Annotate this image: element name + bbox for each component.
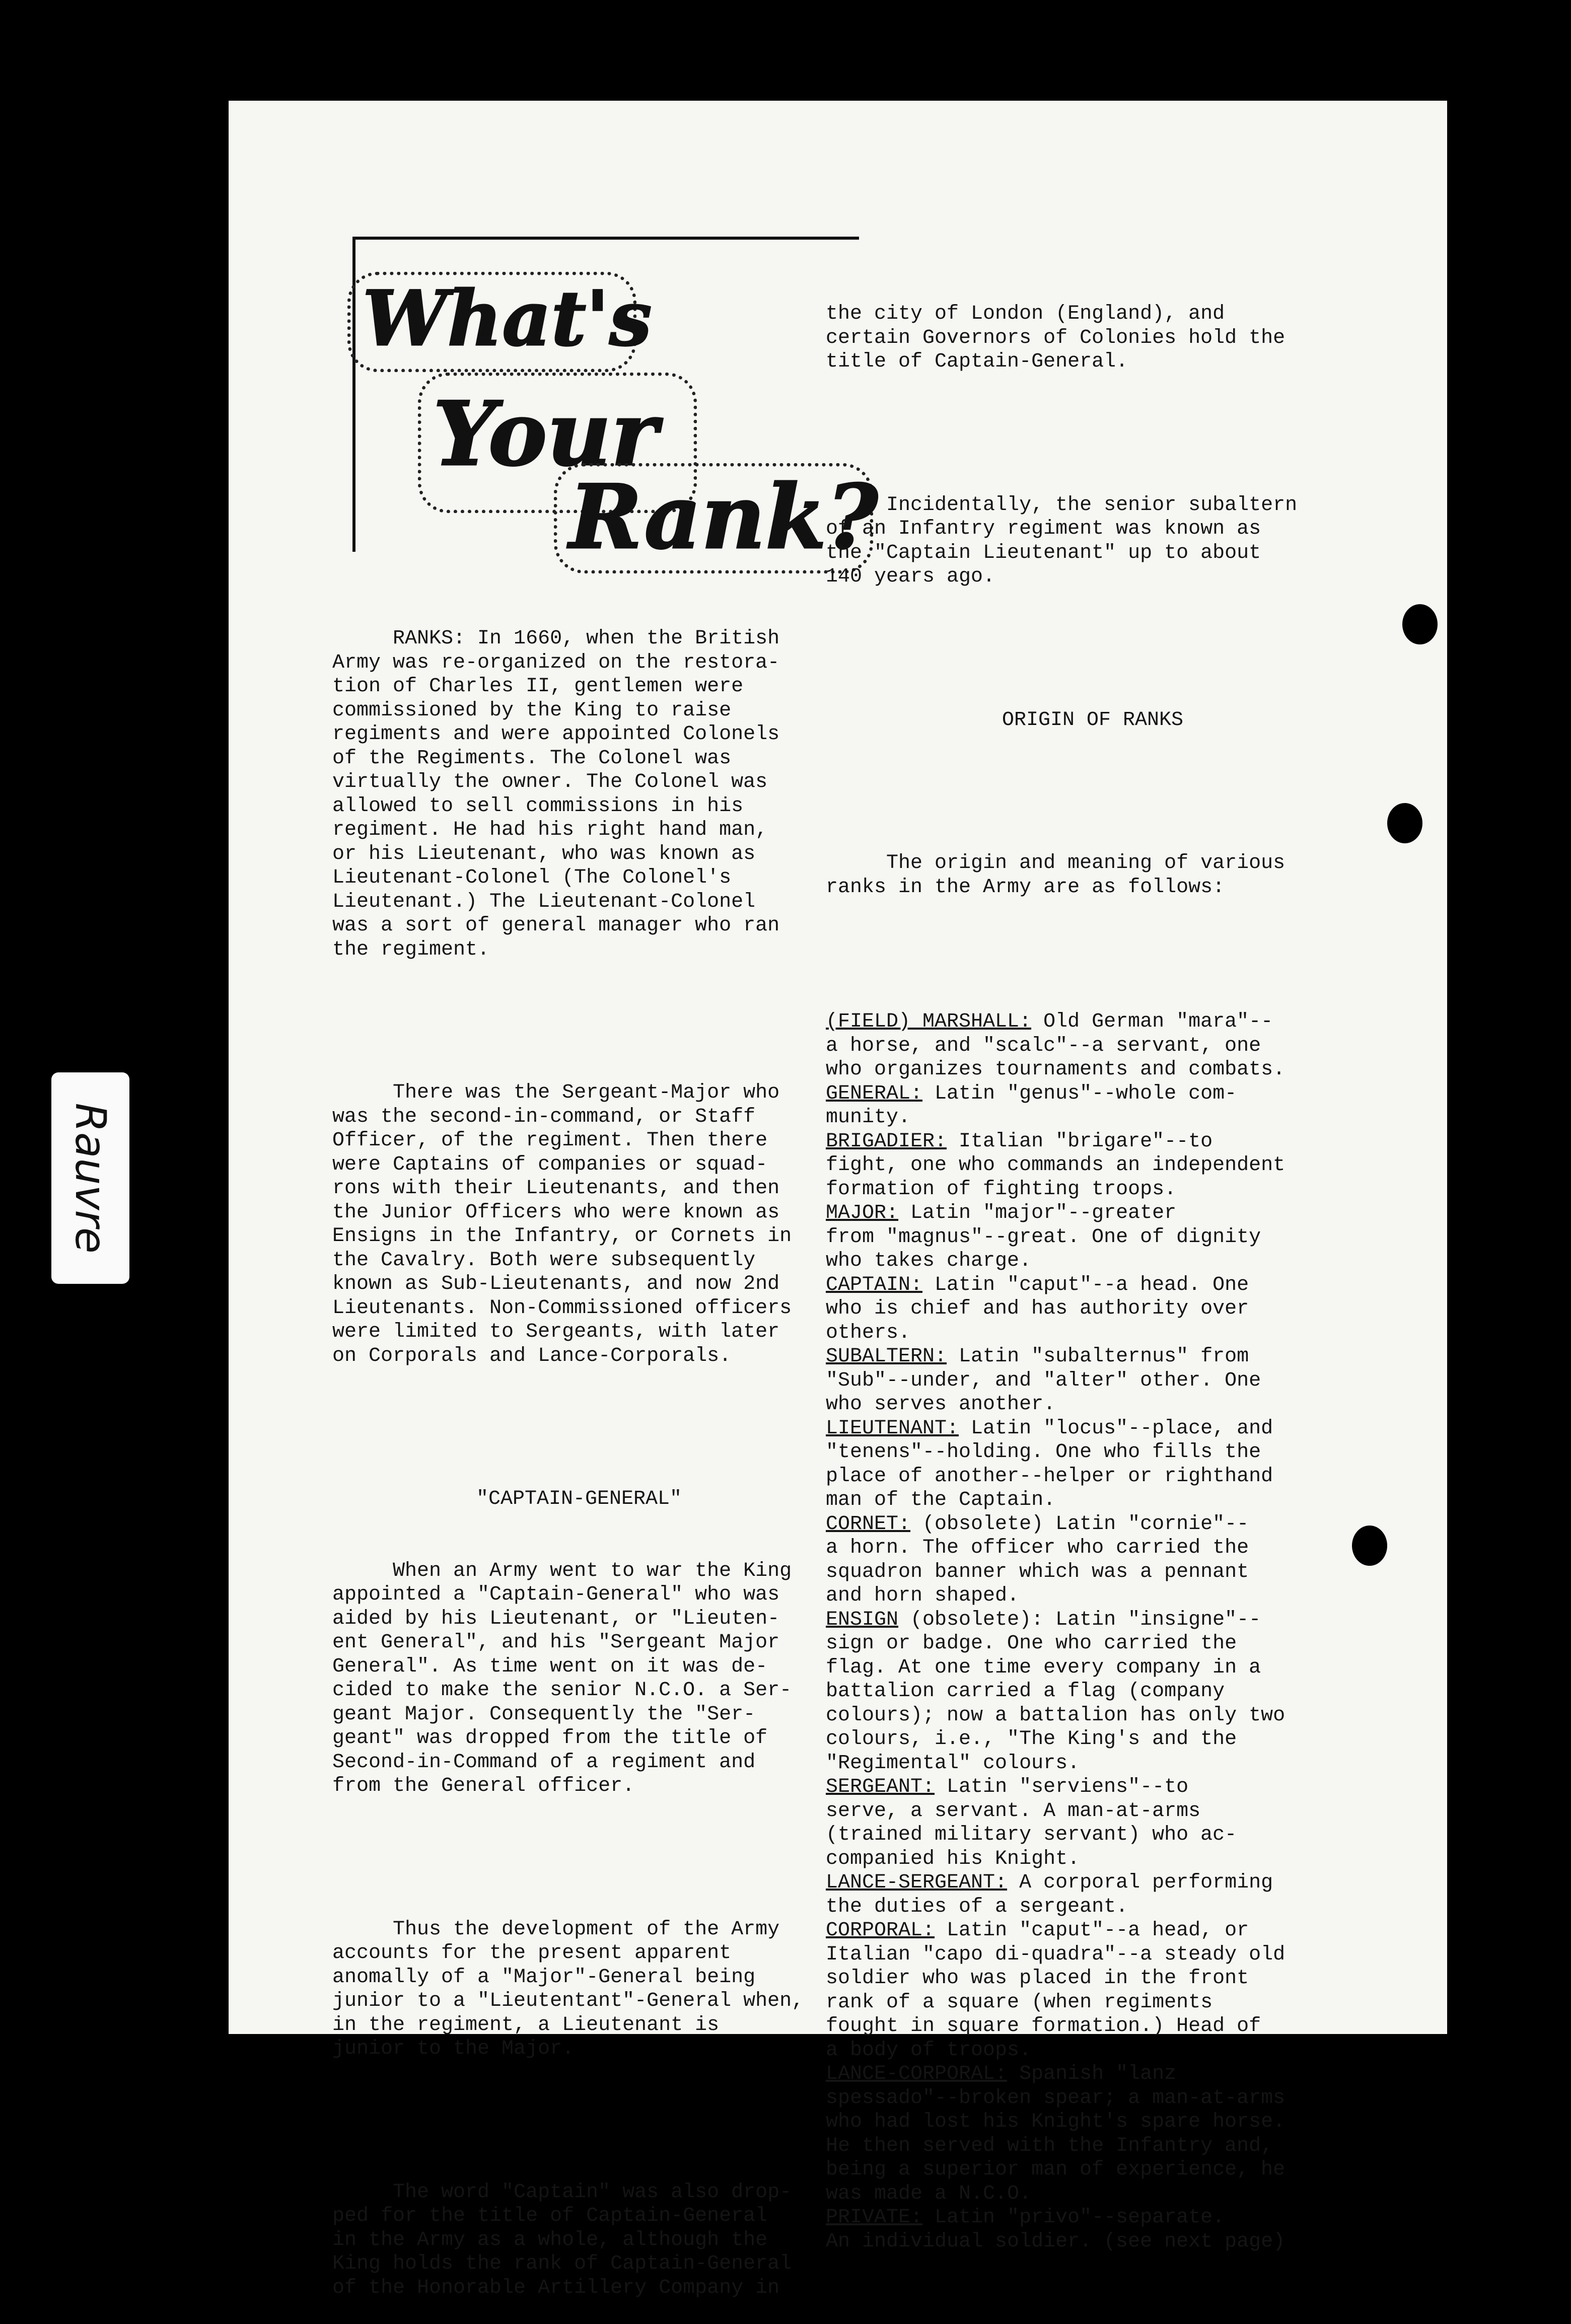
- side-archive-label: [51, 1072, 129, 1284]
- captain-general-heading: "CAPTAIN-GENERAL": [476, 1488, 682, 1510]
- rank-meaning: Latin "privo"--separate. An individual soldier. (see next page): [826, 2206, 1286, 2253]
- rank-meaning: (obsolete): Latin "insigne"-- sign or badge. One who carried the flag. At one time every company in a battalion carried a flag (company colours); now a battalion has only two colours, i.e., "The King's and the "Regimental" colours.: [826, 1608, 1286, 1775]
- title-word-rank: Rank?: [569, 466, 878, 569]
- title-word-your: Your: [433, 383, 658, 486]
- rank-meaning: Latin "major"--greater from "magnus"--great. One of dignity who takes charge.: [826, 1202, 1261, 1272]
- rank-term: LIEUTENANT:: [826, 1417, 959, 1440]
- title-word-whats: What's: [363, 274, 652, 363]
- rank-definition: [826, 1775, 1360, 1871]
- rank-definition: [826, 1010, 1360, 1082]
- rank-term: LANCE-SERGEANT:: [826, 1871, 1008, 1894]
- rank-definition: [826, 1512, 1360, 1608]
- rank-definition: [826, 1608, 1360, 1776]
- rank-meaning: Latin "locus"--place, and "tenens"--holding. One who fills the place of another--helper or righthand man of the Captain.: [826, 1417, 1273, 1511]
- rank-term: PRIVATE:: [826, 2206, 923, 2229]
- rank-meaning: A corporal performing the duties of a sergeant.: [826, 1871, 1273, 1918]
- rank-meaning: Latin "caput"--a head, or Italian "capo di-quadra"--a steady old soldier who was placed in the front rank of a square (when regiments fought in square formation.) Head of a body of troops.: [826, 1919, 1286, 2062]
- rank-definition: [826, 1130, 1360, 1202]
- rank-meaning: Italian "brigare"--to fight, one who commands an independent formation of fighting troops.: [826, 1130, 1286, 1201]
- side-label-text: Rauvre: [65, 1103, 115, 1254]
- captain-word-paragraph: The word "Captain" was also drop- ped for the title of Captain-General in the Army as a whole, although the King holds the rank of Captain-General of the Honorable Artillery Company in: [332, 2181, 792, 2299]
- rank-term: (FIELD) MARSHALL:: [826, 1010, 1032, 1033]
- rank-term: CORPORAL:: [826, 1919, 935, 1942]
- rank-term: CAPTAIN:: [826, 1273, 923, 1296]
- rank-definition: [826, 1417, 1360, 1512]
- rank-definition: [826, 1201, 1360, 1273]
- right-column: [826, 254, 1360, 2278]
- rank-meaning: Old German "mara"-- a horse, and "scalc"--a servant, one who organizes tournaments and combats.: [826, 1010, 1286, 1081]
- left-column: [332, 579, 826, 2324]
- rank-term: BRIGADIER:: [826, 1130, 947, 1153]
- rank-definition: [826, 1273, 1360, 1345]
- rank-term: SERGEANT:: [826, 1776, 935, 1798]
- rank-definition: [826, 1871, 1360, 1919]
- punch-hole-middle: [1387, 803, 1422, 843]
- rank-meaning: Latin "serviens"--to serve, a servant. A man-at-arms (trained military servant) who ac- companied his Knight.: [826, 1776, 1237, 1870]
- london-paragraph: the city of London (England), and certain Governors of Colonies hold the title of Captain-General.: [826, 303, 1286, 373]
- rank-meaning: Latin "caput"--a head. One who is chief and has authority over others.: [826, 1273, 1249, 1344]
- sergeant-major-paragraph: There was the Sergeant-Major who was the second-in-command, or Staff Officer, of the regiment. Then there were Captains of companies or squad- rons with their Lieutenants, and then the Junior Officers who were known as Ensigns in the Infantry, or Cornets in the Cavalry. Both were subsequently known as Sub-Lieutenants, and now 2nd Lieutenants. Non-Commissioned officers were limited to Sergeants, with later on Corporals and Lance-Corporals.: [332, 1081, 792, 1367]
- rank-meaning: Latin "genus"--whole com- munity.: [826, 1082, 1237, 1129]
- rank-definition: [826, 1919, 1360, 2062]
- development-paragraph: Thus the development of the Army accounts for the present apparent anomally of a "Major"-General being junior to a "Lieutentant"-General when, in the regiment, a Lieutenant is junior to the Major.: [332, 1918, 804, 2060]
- rank-term: LANCE-CORPORAL:: [826, 2063, 1008, 2085]
- rank-term: CORNET:: [826, 1512, 911, 1536]
- rank-meaning: Spanish "lanz spessado"--broken spear; a man-at-arms who had lost his Knight's spare horse. He then served with the Infantry and, being a superior man of experience, he was made a N.C.O.: [826, 2063, 1286, 2205]
- rank-meaning: Latin "subalternus" from "Sub"--under, and "alter" other. One who serves another.: [826, 1345, 1261, 1416]
- captain-general-paragraph: When an Army went to war the King appointed a "Captain-General" who was aided by his Lieutenant, or "Lieuten- ent General", and his "Sergeant Major General". As time went on it was de- cided to make the senior N.C.O. a Ser- geant Major. Consequently the "Ser- geant" was dropped from the title of Second-in-Command of a regiment and from the General officer.: [332, 1559, 792, 1797]
- origin-intro-paragraph: The origin and meaning of various ranks in the Army are as follows:: [826, 852, 1286, 899]
- rank-meaning: (obsolete) Latin "cornie"-- a horn. The officer who carried the squadron banner which was a pennant and horn shaped.: [826, 1512, 1249, 1607]
- rank-definitions-list: [826, 1010, 1360, 2254]
- captain-lieutenant-paragraph: Incidentally, the senior subaltern of an Infantry regiment was known as the "Captain Lieutenant" up to about 140 years ago.: [826, 493, 1298, 588]
- rank-term: SUBALTERN:: [826, 1345, 947, 1368]
- rank-term: GENERAL:: [826, 1082, 923, 1105]
- origin-of-ranks-heading: ORIGIN OF RANKS: [1002, 708, 1184, 732]
- punch-hole-top: [1402, 604, 1438, 644]
- rank-definition: [826, 2062, 1360, 2206]
- rank-definition: [826, 1345, 1360, 1417]
- rank-definition: [826, 1082, 1360, 1130]
- rank-definition: [826, 2206, 1360, 2254]
- rank-term: MAJOR:: [826, 1202, 899, 1224]
- ranks-paragraph: RANKS: In 1660, when the British Army was re-organized on the restora- tion of Charles II, gentlemen were commissioned by the King to raise regiments and were appointed Colonels of the Regiments. The Colonel was virtually the owner. The Colonel was allowed to sell commissions in his regiment. He had his right hand man, or his Lieutenant, who was known as Lieutenant-Colonel (The Colonel's Lieutenant.) The Lieutenant-Colonel was a sort of general manager who ran the regiment.: [332, 627, 780, 961]
- rank-term: ENSIGN: [826, 1608, 899, 1631]
